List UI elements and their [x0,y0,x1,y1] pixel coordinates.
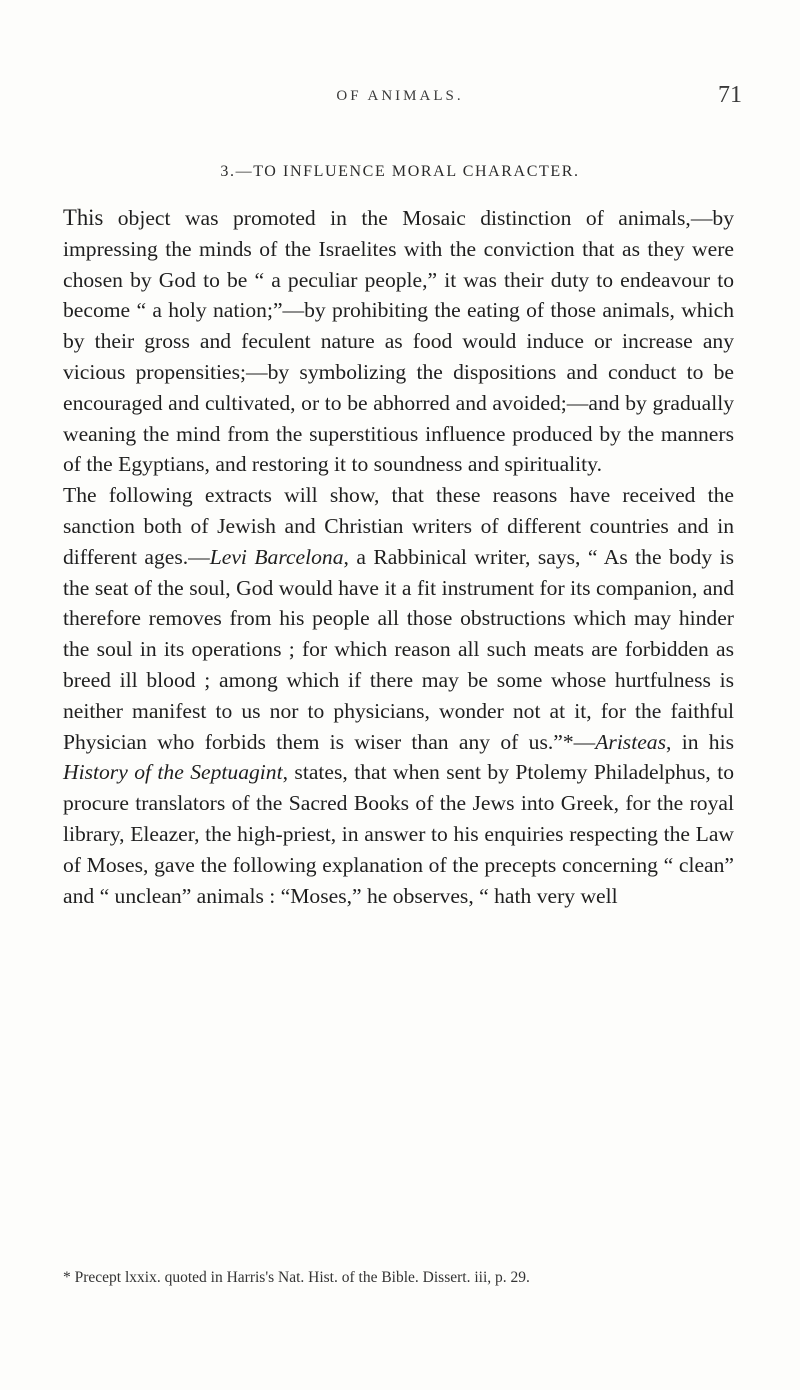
footnote: * Precept lxxix. quoted in Harris's Nat. Hist. of the Bible. Dissert. iii, p. 29. [63,1269,530,1286]
running-head [60,82,740,112]
paragraph-2-part-3: , in his [666,729,734,754]
running-title: OF ANIMALS. [336,88,464,104]
section-heading: 3.—TO INFLUENCE MORAL CHARACTER. [220,163,580,180]
body-text [63,203,734,911]
paragraph-2-part-1: The following extracts will show, that these reasons have received the sanction both of Jewish and Christian writers of different countries and in different ages.— [63,483,734,569]
page-number: 71 [718,82,742,108]
paragraph-2-part-4: , states, that when sent by Ptolemy Philadelphus, to procure translators of the Sacred Books of the Jews into Greek, for the royal library, Eleazer, the high-priest, in answer to his enquiries respecting the Law of Moses, gave the following explanation of the precepts concerning “ clean” and “ unclean” animals : “Moses,” he observes, “ hath very well [63,760,734,908]
paragraph-2-part-2: , a Rabbinical writer, says, “ As the body is the seat of the soul, God would have it a fit instrument for its companion, and therefore removes from his people all those obstructions which may hinder the soul in its operations ; for which reason all such meats are forbidden as breed ill blood ; among which if there may be some whose hurtfulness is neither manifest to us nor to physicians, wonder not at it, for the faithful Physician who forbids them is wiser than any of us.”*— [63,544,734,754]
paragraph-1-lead: This [63,205,104,230]
work-title-septuagint: History of the Septuagint [63,760,283,785]
author-levi-barcelona: Levi Barcelona [209,544,344,569]
paragraph-2 [63,480,734,911]
paragraph-1-text: object was promoted in the Mosaic distinction of animals,—by impressing the minds of the Israelites with the conviction that as they were chosen by God to be “ a peculiar people,” it was their duty to endeavour to become “ a holy nation;”—by prohibiting the eating of those animals, which by their gross and feculent nature as food would induce or increase any vicious propensities;—by symbolizing the dispositions and conduct to be encouraged and cultivated, or to be abhorred and avoided;—and by gradually weaning the mind from the superstitious influence produced by the manners of the Egyptians, and restoring it to soundness and spirituality. [63,206,734,477]
author-aristeas: Aristeas [595,729,666,754]
paragraph-1 [63,203,734,480]
